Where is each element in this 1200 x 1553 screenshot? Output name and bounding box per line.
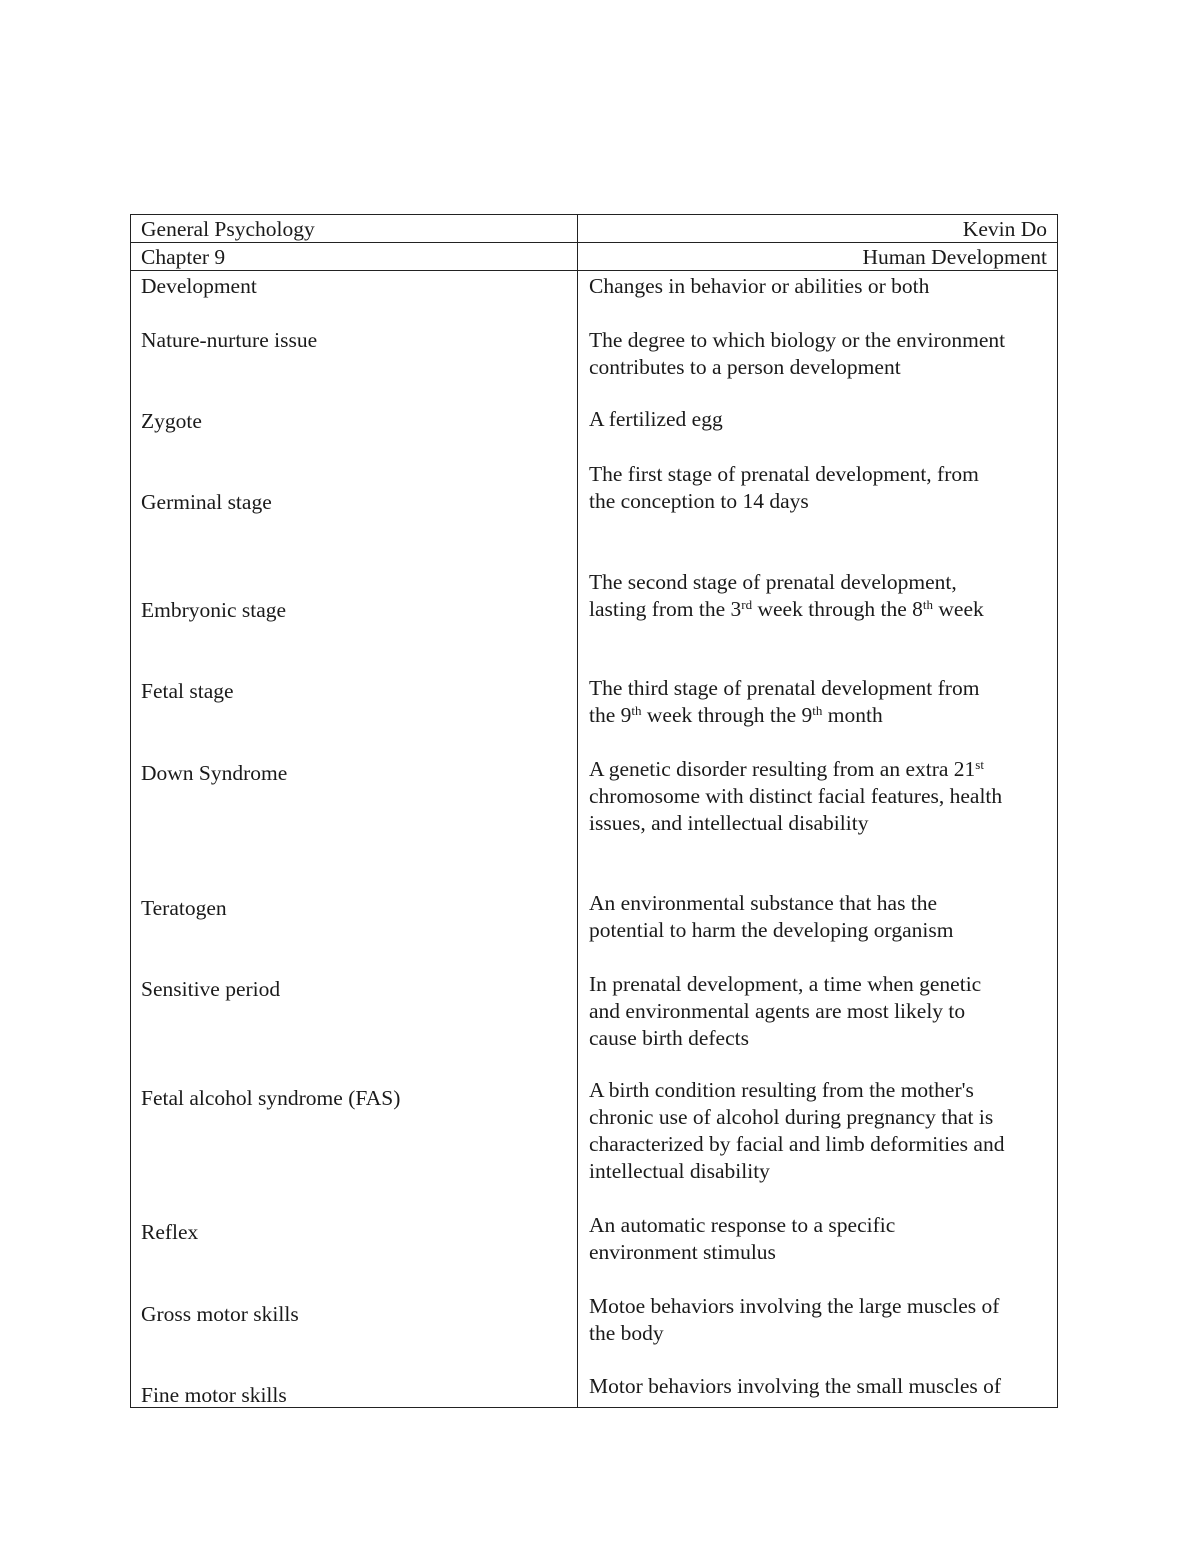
term: Teratogen — [141, 896, 227, 920]
superscript: rd — [741, 597, 753, 612]
definition-line: cause birth defects — [589, 1026, 749, 1050]
definition-line: An environmental substance that has the — [589, 891, 938, 915]
definition-line: The degree to which biology or the environment — [589, 328, 1006, 352]
term: Sensitive period — [141, 977, 281, 1001]
term: Down Syndrome — [141, 761, 288, 785]
definition-line: issues, and intellectual disability — [589, 811, 869, 835]
definition-line: the body — [589, 1321, 664, 1345]
definition-line: The third stage of prenatal development from — [589, 676, 980, 700]
term: Nature-nurture issue — [141, 328, 318, 352]
definition — [589, 1373, 1001, 1400]
definition — [589, 406, 723, 433]
definition — [589, 1077, 1004, 1185]
term: Reflex — [141, 1220, 199, 1244]
author-name: Kevin Do — [962, 217, 1047, 241]
column-divider — [577, 215, 578, 1407]
term: Fetal stage — [141, 679, 234, 703]
definition-line: environment stimulus — [589, 1240, 776, 1264]
definition — [589, 1212, 895, 1266]
definition-line: A birth condition resulting from the mother's — [589, 1078, 974, 1102]
definition — [589, 971, 981, 1052]
superscript: st — [975, 757, 984, 772]
definition — [589, 890, 953, 944]
definition-line: A genetic disorder resulting from an extra 21st — [589, 757, 984, 781]
definition — [589, 675, 979, 729]
definition — [589, 461, 979, 515]
definition-line: In prenatal development, a time when genetic — [589, 972, 982, 996]
definition-line: chronic use of alcohol during pregnancy that is — [589, 1105, 994, 1129]
definition-line: the 9th week through the 9th month — [589, 703, 883, 727]
superscript: th — [631, 703, 642, 718]
definition-line: An automatic response to a specific — [589, 1213, 896, 1237]
term: Fetal alcohol syndrome (FAS) — [141, 1086, 401, 1110]
definition-line: contributes to a person development — [589, 355, 901, 379]
definition-line: characterized by facial and limb deformities and — [589, 1132, 1005, 1156]
superscript: th — [922, 597, 933, 612]
definition-line: Motoe behaviors involving the large muscles of — [589, 1294, 1000, 1318]
definition — [589, 273, 929, 300]
term: Germinal stage — [141, 490, 272, 514]
definition-line: A fertilized egg — [589, 407, 723, 431]
term: Gross motor skills — [141, 1302, 299, 1326]
definition — [589, 569, 984, 623]
definition — [589, 327, 1005, 381]
definition-line: The second stage of prenatal development, — [589, 570, 957, 594]
definition-line: Changes in behavior or abilities or both — [589, 274, 930, 298]
definition — [589, 1293, 999, 1347]
chapter-label: Chapter 9 — [141, 245, 226, 269]
definition-line: and environmental agents are most likely to — [589, 999, 966, 1023]
definition-line: the conception to 14 days — [589, 489, 809, 513]
definition-line: lasting from the 3rd week through the 8th week — [589, 597, 984, 621]
term: Embryonic stage — [141, 598, 287, 622]
definition-line: potential to harm the developing organism — [589, 918, 954, 942]
term: Zygote — [141, 409, 202, 433]
definition — [589, 756, 1002, 837]
chapter-title: Human Development — [862, 245, 1047, 269]
term: Development — [141, 274, 257, 298]
definition-line: chromosome with distinct facial features, health — [589, 784, 1003, 808]
definition-line: Motor behaviors involving the small muscles of — [589, 1374, 1002, 1398]
definition-line: intellectual disability — [589, 1159, 770, 1183]
course-title: General Psychology — [141, 217, 315, 241]
definition-line: The first stage of prenatal development, from — [589, 462, 979, 486]
notes-table — [130, 214, 1058, 1408]
superscript: th — [812, 703, 823, 718]
term: Fine motor skills — [141, 1383, 287, 1407]
